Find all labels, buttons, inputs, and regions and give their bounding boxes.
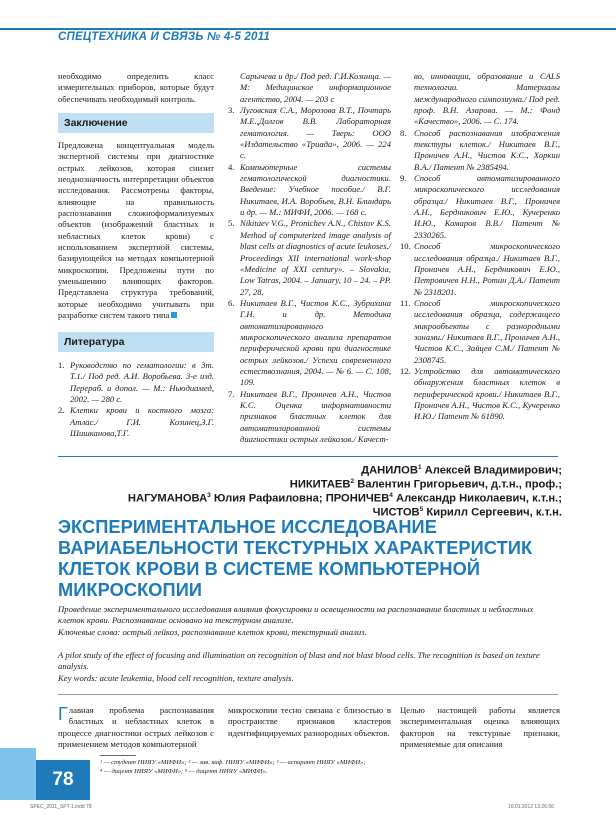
column-1-intro [58, 71, 214, 105]
print-slug-date: 16.01.2012 13:26:56 [508, 804, 554, 810]
references-col3 [400, 71, 560, 423]
body-text: лавная проблема распознавания бластных и небластных клеток в процессе диагностики острых лейкозов с применением методов компьютерной [58, 705, 214, 750]
reference-item: 7. Никитаев В.Г., Проничев А.Н., Чистов К.С. Оценка информативности признаков бластных клеток для автоматизированной системы диагностики острых лейкозов./ Качест- [228, 388, 391, 444]
page-number-accent [0, 748, 36, 800]
author-line-3: НАГУМАНОВА$^3$ Юлия Рафаиловна; ПРОНИЧЕВ$^4$ Александр Николаевич, к.т.н.; [127, 492, 562, 505]
section-heading-literature: Литература [58, 332, 214, 352]
footnote-rule [100, 755, 136, 756]
print-slug-file: SPEC_2011_SPT-1.indd 78 [30, 804, 92, 810]
abstract-russian [58, 604, 558, 638]
footnote-line: ¹ — студент НИЯУ «МИФИ»; ² — зав. каф. НИЯУ «МИФИ»; ³ — аспирант НИЯУ «МИФИ»; [100, 759, 366, 766]
reference-item: 2. Клетки крови и костного мозга: Атлас./ Г.И. Козинец,З.Г. Шишканова,Т.Г. [58, 405, 214, 439]
article-title: ЭКСПЕРИМЕНТАЛЬНОЕ ИССЛЕДОВАНИЕ ВАРИАБЕЛЬНОСТИ ТЕКСТУРНЫХ ХАРАКТЕРИСТИК КЛЕТОК КРОВИ В СИСТЕМЕ КОМПЬЮТЕРНОЙ МИКРОСКОПИИ [58, 517, 533, 600]
keywords-en: Key words: acute leukemia, blood cell recognition, texture analysis. [58, 672, 294, 683]
reference-item: 12. Устройство для автоматического обнаружения бластных клеток в периферической крови./ Никитаев В.Г., Проничев А.Н., Чистов К.С., Кучеренко И.Ю./ Патент № 61890. [400, 365, 560, 422]
page-number: 78 [36, 760, 90, 800]
abstract-en-text: A pilot study of the effect of focusing and illumination on recognition of blast and not blast blood cells. The recognition is based on texture analysis. [58, 650, 540, 672]
author-line-4: ЧИСТОВ$^5$ Кирилл Сергеевич, к.т.н. [372, 506, 562, 519]
conclusion-block [58, 140, 214, 322]
header-rule [0, 28, 616, 30]
authors-rule [58, 456, 558, 457]
abstract-english [58, 650, 558, 684]
conclusion-text: Предложена концептуальная модель экспертной системы при диагностике острых лейкозов, которая снизит неоднозначность интерпретации объектов исследования. Рассмотрены факторы, влияющие на правильность распознавания сложноформализуемых объектов (изображений бластных и небластных клеток крови) с использованием экспертной системы, базирующейся на методах компьютерной микроскопии. Предложены пути по уменьшению влияющих факторов. Представлена структура требований, которые необходимо учитывать при разработке систем такого типа [58, 140, 214, 321]
reference-item: 8. Способ распознавания изображения текстуры клеток./ Никитаев В.Г., Проничев А.Н., Чистов К.С., Хоркин В.А./ Патент № 2385494. [400, 127, 560, 172]
footnotes [100, 759, 520, 776]
end-of-article-mark [171, 312, 177, 318]
reference-continuation: во, инновации, образование и CALS технологии. Материалы международного симпозиума./ Под ред. проф. В.Н. Азарова. — М.: Фонд «Качество», 2006. — С. 174. [414, 71, 560, 127]
body-text: Целью настоящей работы является экспериментальная оценка влияющих факторов на текстурные признаки, применяемые для описания [400, 705, 560, 750]
footnote-line: ⁴ — доцент НИЯУ «МИФИ»; ⁵ — доцент НИЯУ «МИФИ». [100, 767, 268, 775]
body-column-1 [58, 705, 214, 751]
reference-item: 4. Компьютерные системы гематологической диагностики. Введение: Учебное пособие./ В.Г. Никитаев, И.А. Воробьев, В.Н. Блиндарь и др. — М.: МИФИ, 2006. — 168 с. [228, 161, 391, 218]
reference-item: 10. Способ микроскопического исследования образца./ Никитаев В.Г., Проничев А.Н., Бердникович Е.Ю., Петровичев Н.Н., Ротин Д.А./ Патент № 2318201. [400, 241, 560, 297]
reference-item: 3. Луговская С.А., Морозова В.Т., Почтарь М.Е.,Долгов В.В. Лабораторная гематология. — Тверь: ООО «Издательство «Триада», 2006. — 224 с. [228, 105, 391, 161]
body-text: микроскопии тесно связана с близостью в пространстве признаков кластеров идентифицируемых разнородных объектов. [228, 705, 391, 738]
body-column-3 [400, 705, 560, 751]
author-line-2: НИКИТАЕВ$^2$ Валентин Григорьевич, д.т.н., проф.; [289, 478, 562, 491]
reference-item: 11. Способ микроскопического исследования образца, содержащего микрообъекты с разнородными зонами./ Никитаев В.Г., Проничев А.Н., Чистов К.С., Зайцев С.М./ Патент № 2308745. [400, 297, 560, 365]
body-rule [58, 694, 558, 695]
reference-continuation: Сарычева и др./ Под ред. Г.И.Козинца. — М: Медицинское информационное агентство, 2004. — 203 с [240, 71, 391, 104]
journal-header: СПЕЦТЕХНИКА И СВЯЗЬ № 4-5 2011 [58, 31, 270, 43]
references-col1 [58, 360, 214, 439]
drop-cap: Г [58, 704, 68, 724]
reference-item: 5. Nikitaev V.G., Pronichev A.N., Chistov K.S. Method of computerized image analysis of blast cells at diagnostics of acute leukoses./ Proceedings XII international work-shop «Medicine of XXI century». – Slovakia, Low Tatras, 2004. – January, 10 – 24. – PP. 27, 28. [228, 218, 391, 297]
reference-item: 6. Никитаев В.Г., Чистов К.С., Зубрихина Г.Н. и др. Методика автоматизированного микроскопического анализа препаратов периферической крови при диагностике острых лейкозов./ Успехи современного естествознания, 2004. — № 6. — С. 108, 109. [228, 297, 391, 388]
abstract-ru-text: Проведение экспериментального исследования влияния фокусировки и освещенности на распознавание бластных и небластных клеток крови. Распознавание основано на текстурном анализе. [58, 604, 534, 626]
keywords-ru: Ключевые слова: острый лейкоз, распознавание клеток крови, текстурный анализ. [58, 626, 367, 637]
author-line-1: ДАНИЛОВ$^1$ Алексей Владимирович; [361, 464, 562, 477]
reference-item: 9. Способ автоматизированного микроскопического исследования образца./ Никитаев В.Г., Проничев А.Н., Бердникович Е.Ю., Кучеренко И.Ю., Комаров В.В./ Патент № 2330265. [400, 173, 560, 240]
references-col2 [228, 71, 391, 445]
intro-text: необходимо определить класс измерительных приборов, которые будут обеспечивать необходимый контроль. [58, 71, 214, 104]
reference-item: 1. Руководство по гематологии: в 3т. Т.1./ Под ред. А.И. Воробьева. 3-е изд. Перераб. и допол. — М.: Ньюдиамед, 2002. — 280 с. [58, 360, 214, 405]
body-column-2 [228, 705, 391, 739]
section-heading-conclusion: Заключение [58, 113, 214, 133]
